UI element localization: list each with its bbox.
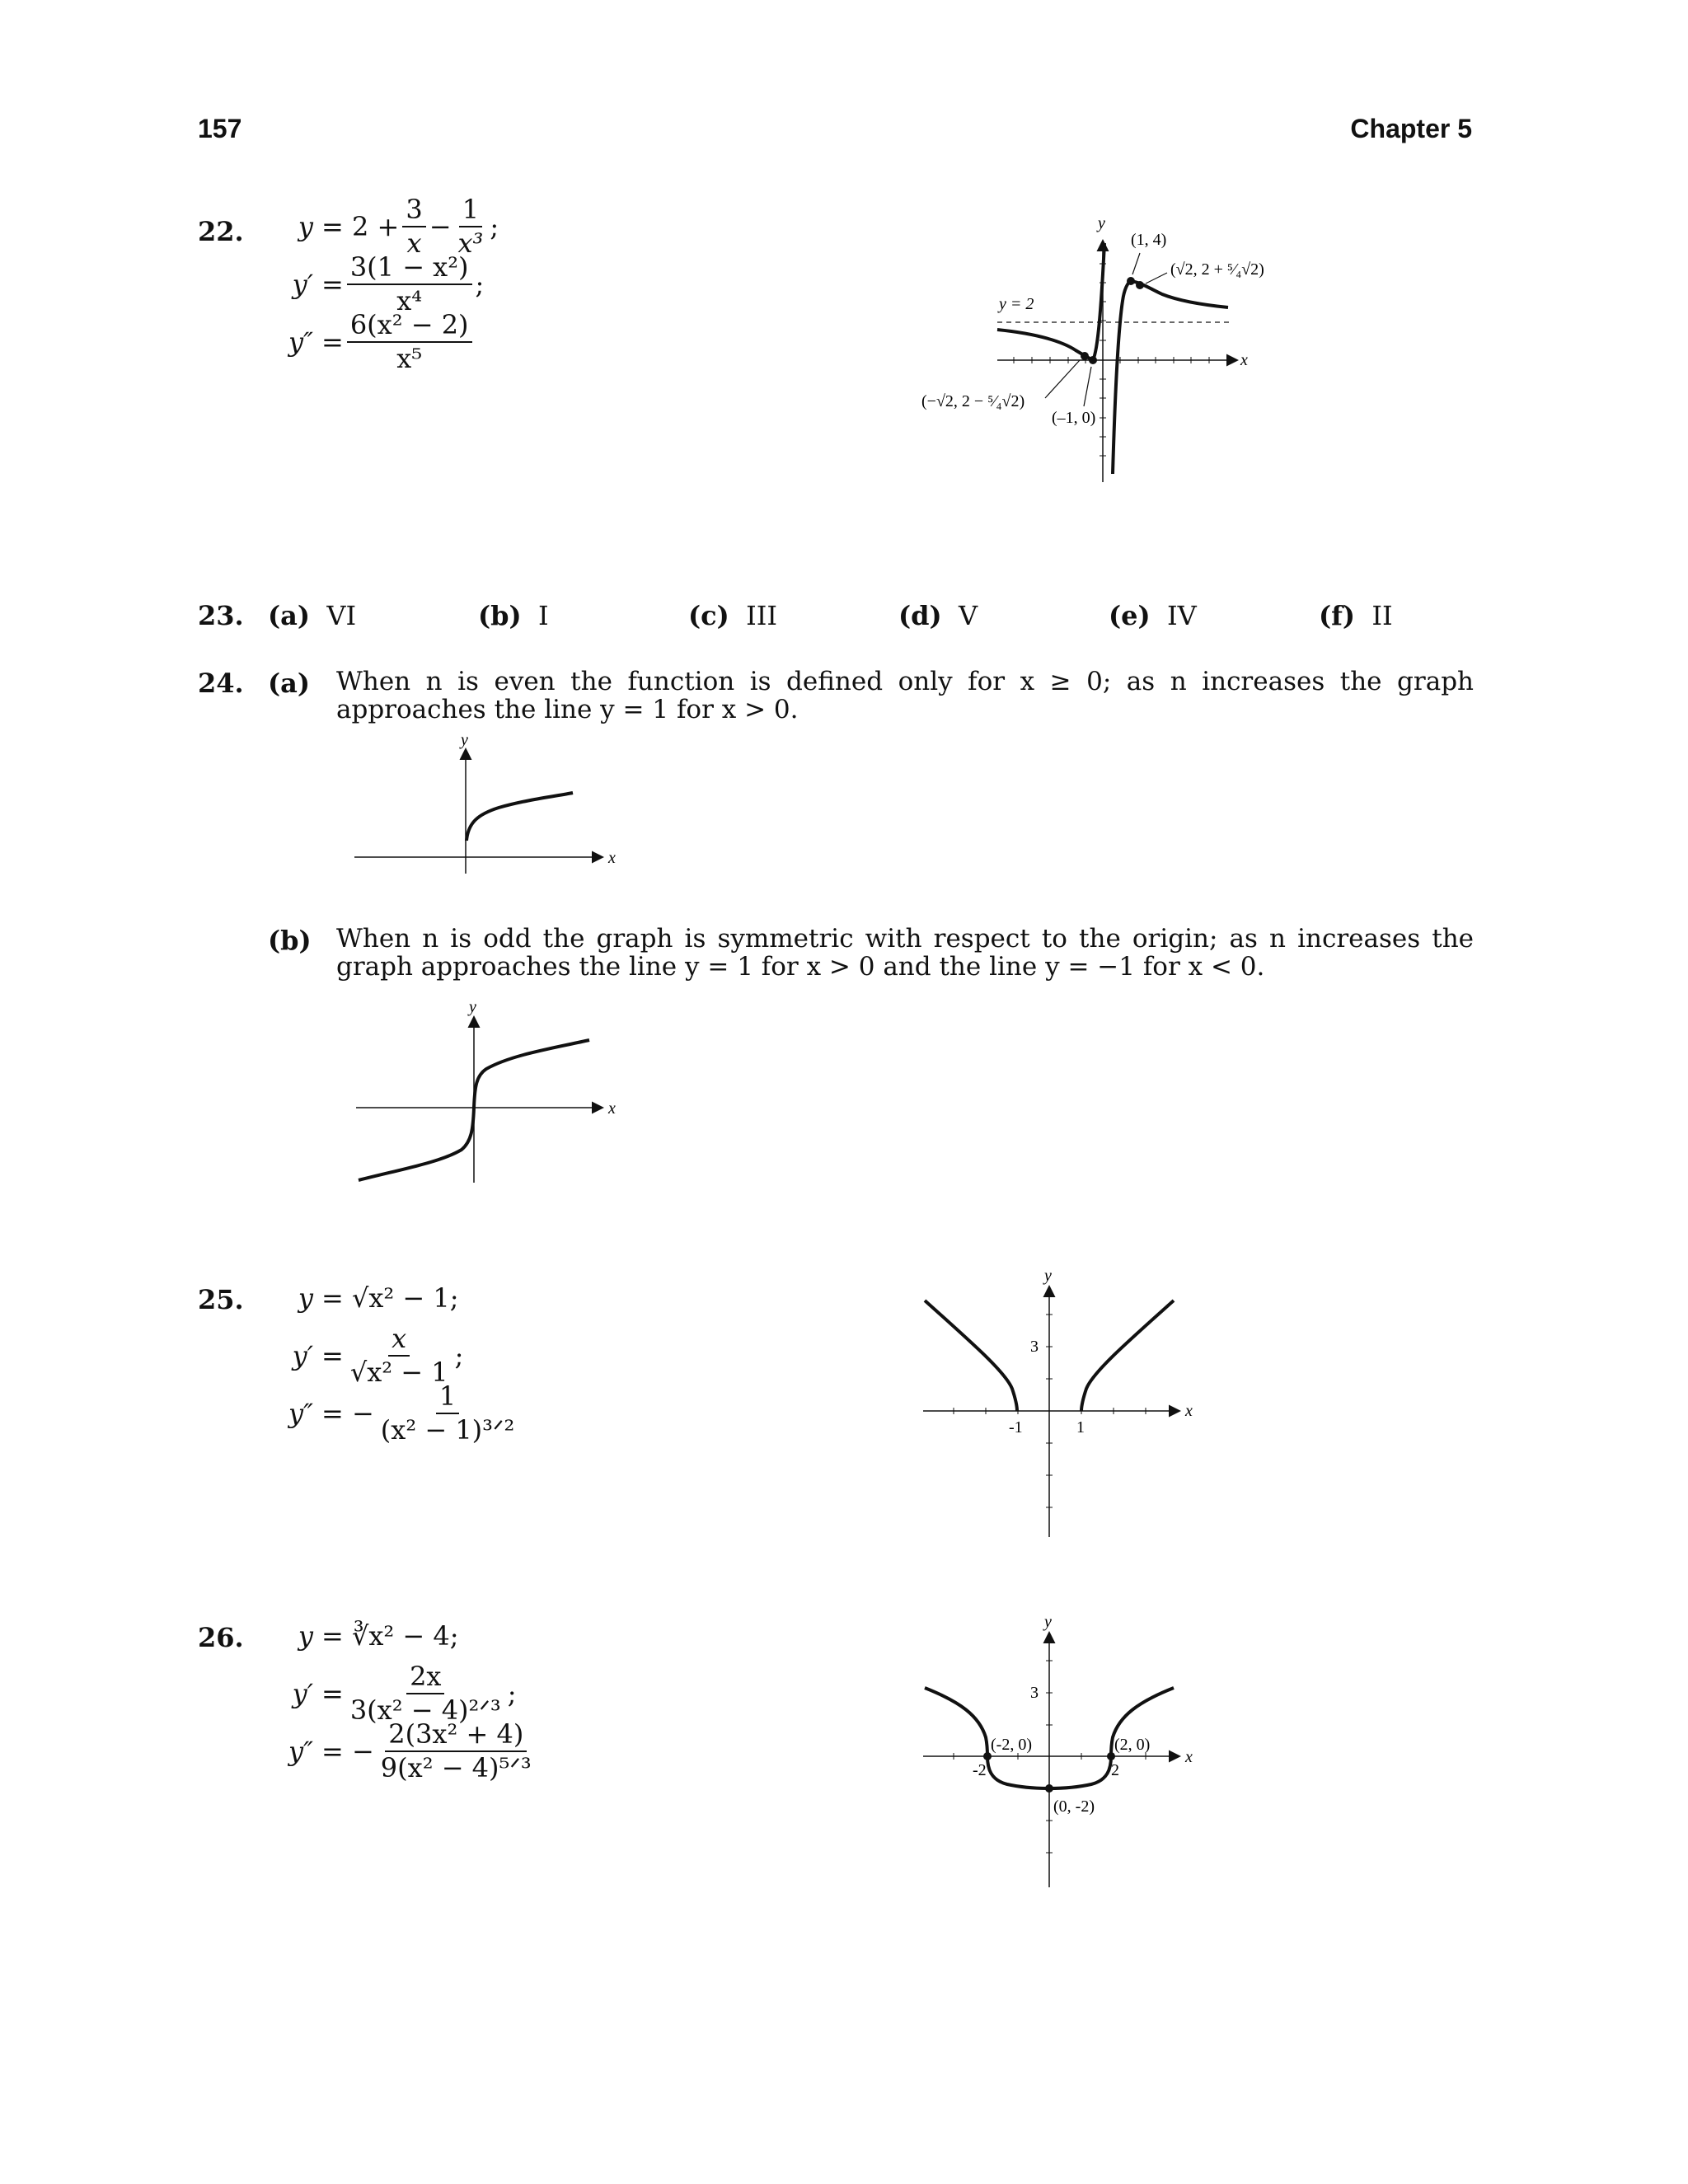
y-axis-label: y xyxy=(461,733,468,749)
x-tick-label-pos: 1 xyxy=(1076,1418,1085,1436)
equation-rhs: = 2 + xyxy=(321,211,400,242)
problem-number: 23. xyxy=(198,600,244,631)
answer-item: (e) IV xyxy=(1109,600,1197,631)
inflection-left-label: (−√2, 2 − ⁵⁄₄√2) xyxy=(921,392,1025,410)
x-tick-label-neg: -1 xyxy=(1009,1418,1023,1436)
fraction: $\frac{1}{\text{x³}}$ xyxy=(457,193,484,259)
point-bottom xyxy=(1045,1784,1053,1793)
y-tick-label: 3 xyxy=(1030,1684,1039,1702)
problem-25-equations xyxy=(256,1269,521,1446)
problem-number: 25. xyxy=(198,1284,244,1315)
problem-24a-text: When n is even the function is defined only for x ≥ 0; as n increases the graph approaches the line y = 1 for x > 0. xyxy=(336,667,1474,724)
fraction: $\frac{1}{\text{(x² − 1)³ᐟ²}}$ xyxy=(380,1380,515,1446)
graph-22 xyxy=(907,210,1335,490)
problem-24b-text: When n is odd the graph is symmetric with respect to the origin; as n increases the graph approaches the line y = 1 for x > 0 and the line y = −1 for x < 0. xyxy=(336,924,1474,982)
fraction: $\frac{\text{3(1 − x²)}}{\text{x⁴}}$ xyxy=(347,253,472,316)
curve-right xyxy=(1081,1301,1174,1411)
graph-25 xyxy=(915,1269,1212,1549)
answer-item: (b) I xyxy=(478,600,549,631)
inflection-point-right xyxy=(1136,281,1144,289)
fraction: $\frac{x}{\text{√x² − 1}}$ xyxy=(349,1322,448,1388)
equation-row: y′ = $\frac{2x}{\text{3(x² − 4)²ᐟ³}}$ ; xyxy=(292,1660,517,1726)
equation-row: y′ = $\frac{x}{\text{√x² − 1}}$ ; xyxy=(292,1322,464,1388)
page-number: 157 xyxy=(198,114,242,143)
y-axis-label: y xyxy=(1044,1269,1052,1285)
answer-item: (c) III xyxy=(688,600,778,631)
asymptote-label: y = 2 xyxy=(999,295,1034,313)
y-axis-label: y xyxy=(1098,214,1105,232)
problem-26-equations xyxy=(256,1607,538,1783)
curve-left xyxy=(925,1301,1017,1411)
problem-22-equations xyxy=(256,193,499,374)
problem-number: 22. xyxy=(198,216,244,247)
point-left-label: (-2, 0) xyxy=(991,1736,1032,1754)
x-tick-label-pos: 2 xyxy=(1111,1761,1119,1779)
x-axis-label: x xyxy=(1185,1748,1193,1766)
point-right-label: (2, 0) xyxy=(1114,1736,1151,1754)
inflection-point-left xyxy=(1081,352,1089,360)
problem-number: 26. xyxy=(198,1622,244,1653)
y-tick-label: 3 xyxy=(1030,1338,1039,1356)
max-point-label: (1, 4) xyxy=(1131,231,1167,249)
x-axis-label: x xyxy=(608,1099,616,1118)
x-axis-label: x xyxy=(608,849,616,867)
equation-row: y = ∛x² − 4; xyxy=(298,1620,459,1652)
x-intercept-point xyxy=(1089,356,1097,364)
fraction: $\frac{\text{6(x² − 2)}}{\text{x⁵}}$ xyxy=(347,311,472,373)
equation-row: y″ = $\frac{\text{6(x² − 2)}}{\text{x⁵}}$ xyxy=(256,313,499,371)
fraction: $\frac{2x}{\text{3(x² − 4)²ᐟ³}}$ xyxy=(349,1660,501,1726)
x-axis-label: x xyxy=(1185,1402,1193,1420)
curve xyxy=(467,793,573,841)
equation-row: y′ = $\frac{\text{3(1 − x²)}}{\text{x⁴}}$ ; xyxy=(292,251,485,316)
part-label: (a) xyxy=(268,668,311,699)
x-axis-label: x xyxy=(1240,351,1248,369)
y-axis-label: y xyxy=(469,998,476,1016)
equation-row: y″ = − $\frac{\text{2(3x² + 4)}}{\text{9(x² − 4)⁵ᐟ³}}$ xyxy=(256,1722,538,1780)
problem-number: 24. xyxy=(198,668,244,699)
maximum-point xyxy=(1127,277,1135,285)
equation-row: y = √x² − 1; xyxy=(298,1282,459,1314)
intercept-label: (–1, 0) xyxy=(1052,409,1096,427)
graph-26 xyxy=(915,1615,1212,1896)
point-bottom-label: (0, -2) xyxy=(1053,1797,1095,1816)
equation-row: y = 2 + $\frac{3}{x}$ − $\frac{1}{\text{x³}}$ ; xyxy=(256,198,499,255)
answer-item: (f) II xyxy=(1319,600,1393,631)
chapter-title: Chapter 5 xyxy=(1350,114,1472,143)
equation-row: y″ = − $\frac{1}{\text{(x² − 1)³ᐟ²}}$ xyxy=(256,1385,521,1442)
fraction: $\frac{3}{x}$ xyxy=(402,195,425,258)
y-axis-label: y xyxy=(1044,1615,1052,1631)
curve-right xyxy=(1113,281,1228,474)
graph-24a xyxy=(346,733,626,882)
fraction: $\frac{\text{2(3x² + 4)}}{\text{9(x² − 4)⁵ᐟ³}}$ xyxy=(380,1718,532,1783)
problem-23-answers xyxy=(268,600,1479,631)
answer-item: (a) VI xyxy=(268,600,357,631)
x-tick-label-neg: -2 xyxy=(973,1761,987,1779)
equation-lhs: y xyxy=(298,211,313,242)
part-label: (b) xyxy=(268,925,312,956)
answer-item: (d) V xyxy=(898,600,978,631)
inflection-right-label: (√2, 2 + ⁵⁄₄√2) xyxy=(1170,260,1264,279)
graph-24b xyxy=(346,997,643,1195)
